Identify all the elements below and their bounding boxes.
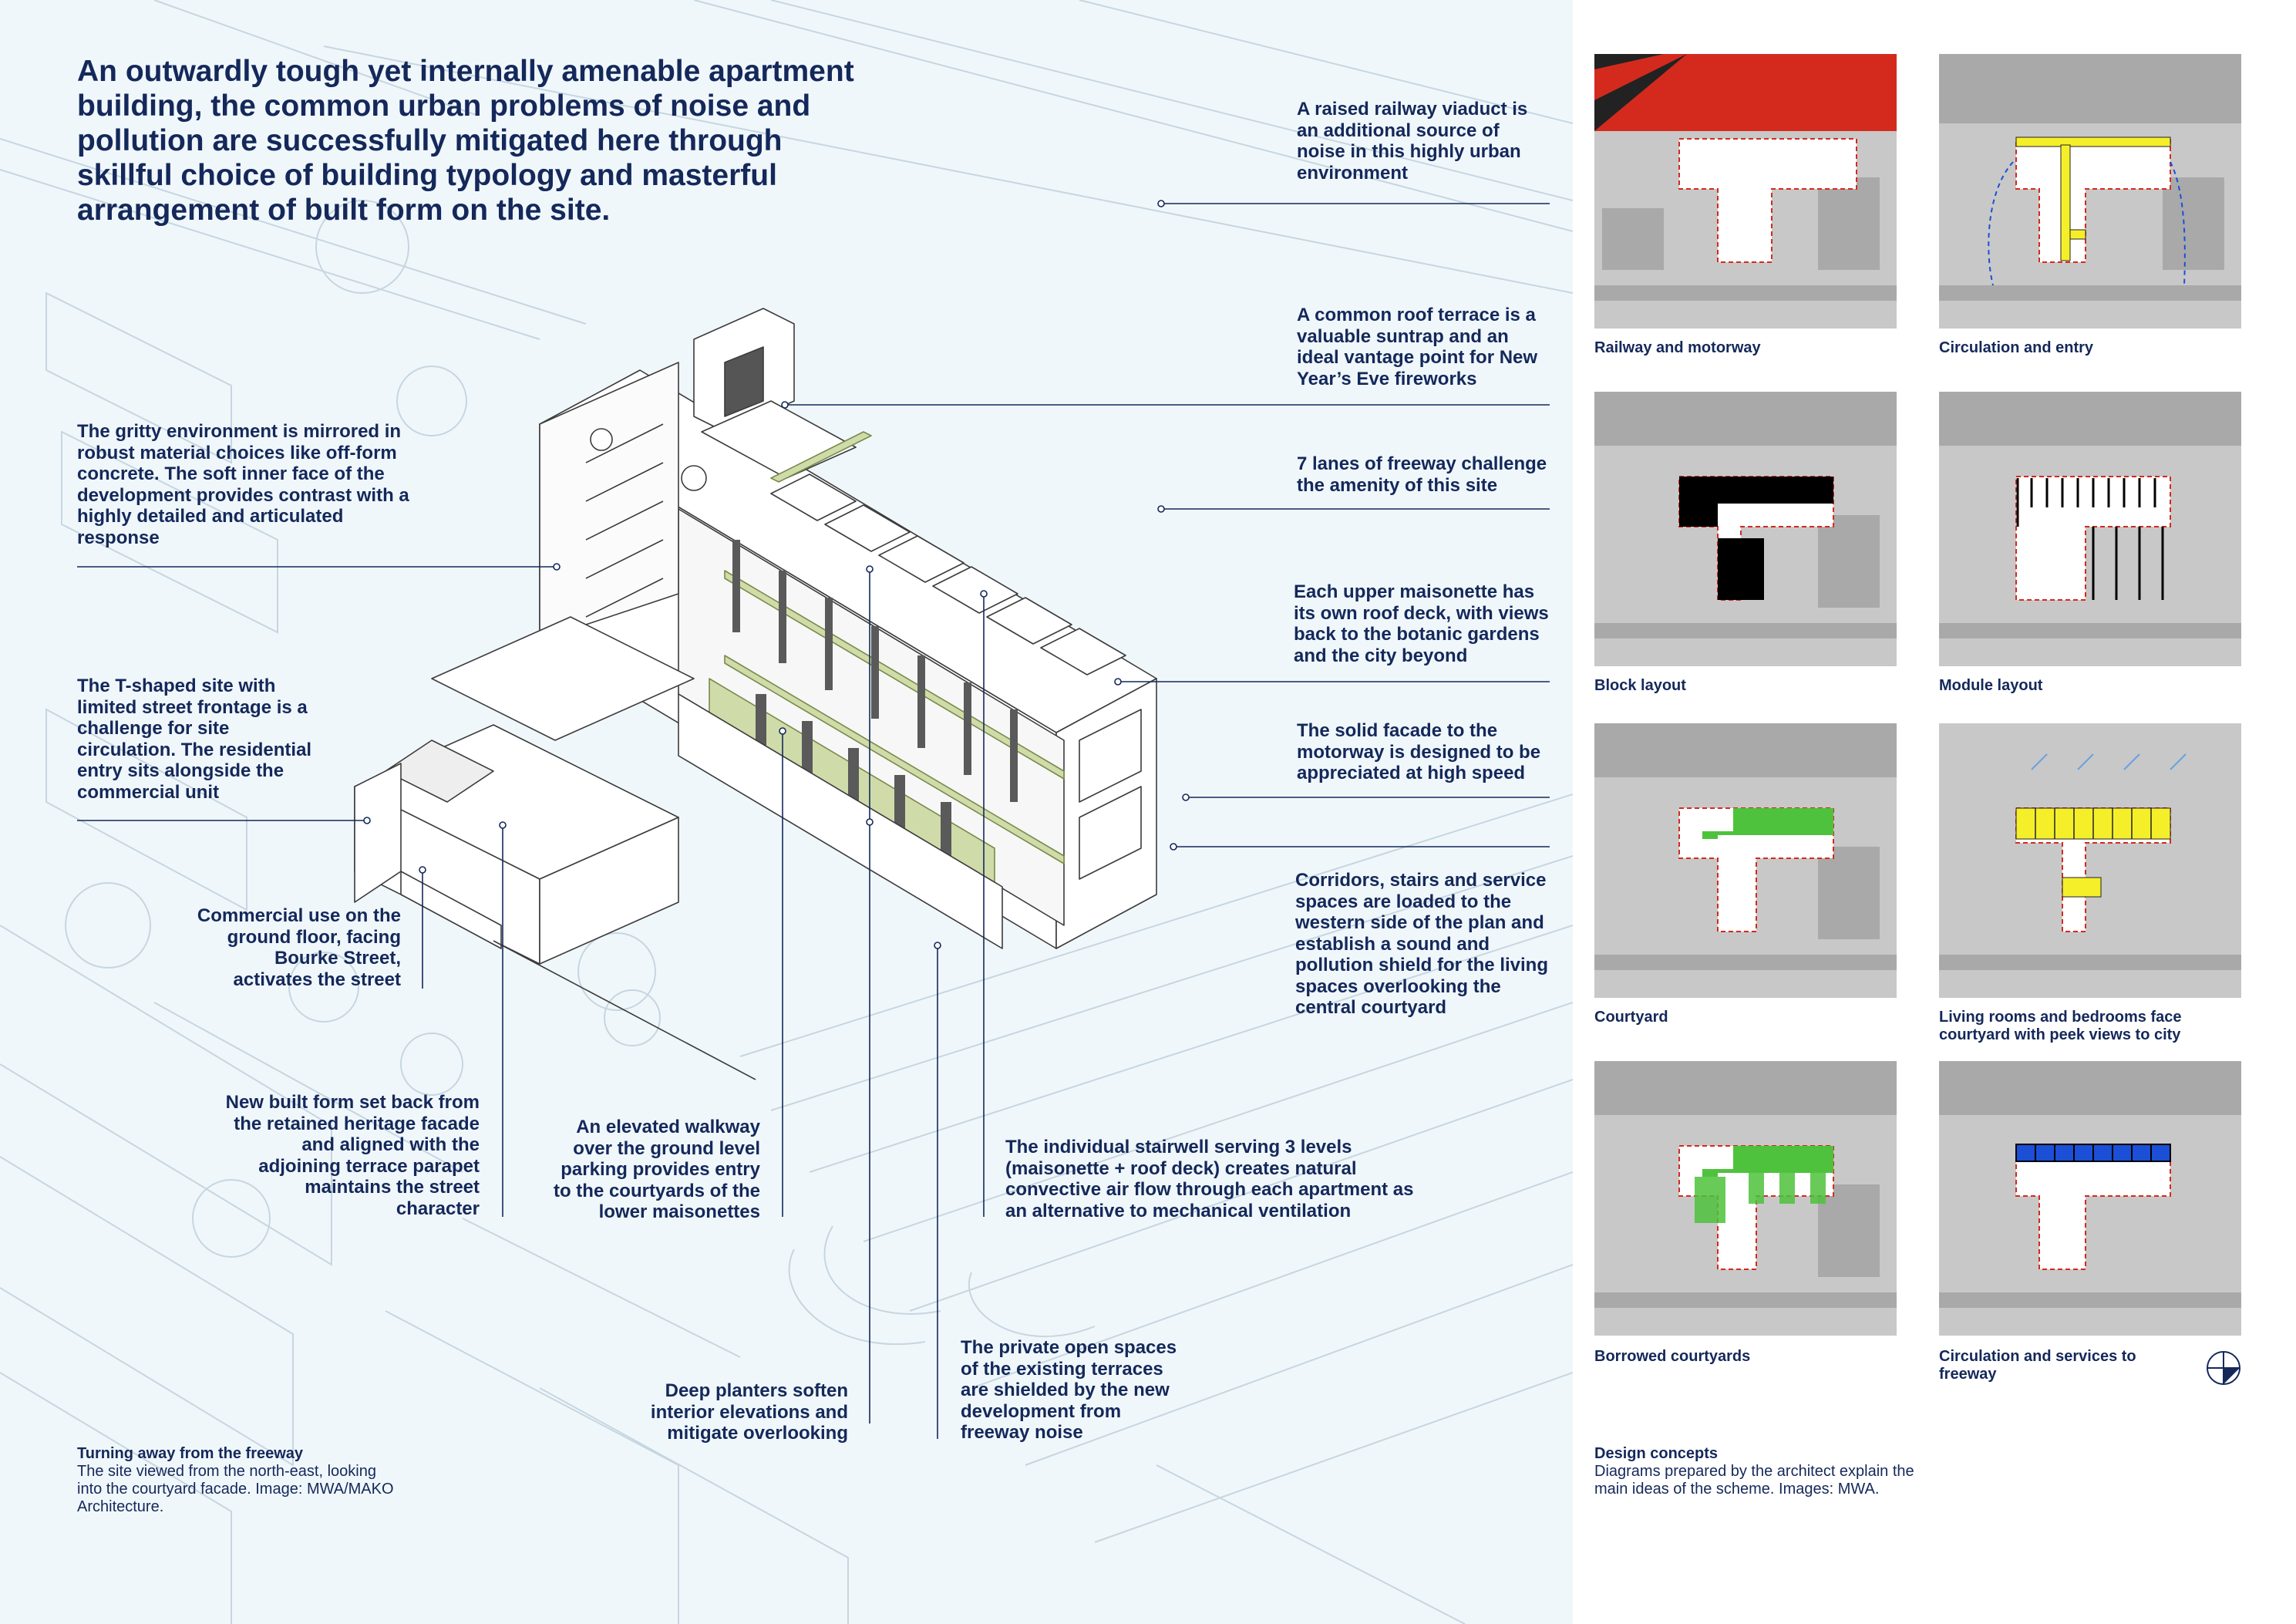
diagram-label-8: Circulation and services to freeway	[1939, 1348, 2136, 1383]
caption-left-title: Turning away from the freeway	[77, 1445, 304, 1462]
callout-private-open: The private open spaces of the existing terraces are shielded by the new development from freeway noise	[961, 1337, 1177, 1443]
diagram-block-layout	[1594, 392, 1897, 666]
headline: An outwardly tough yet internally amenable apartment building, the common urban problems of noise and pollution are successfully mitigated here through skillful choice of building typology and masterful arrangement of built form on the site.	[77, 55, 854, 227]
diagram-living-rooms	[1939, 723, 2241, 998]
diagram-label-7: Borrowed courtyards	[1594, 1348, 1751, 1365]
callout-new-built: New built form set back from the retained heritage facade and aligned with the adjoining terrace parapet maintains the street character	[225, 1092, 480, 1219]
caption-right-body: Diagrams prepared by the architect explain the main ideas of the scheme. Images: MWA.	[1594, 1463, 1914, 1498]
callout-commercial: Commercial use on the ground floor, facing Bourke Street, activates the street	[197, 905, 401, 990]
diagram-module-layout	[1939, 392, 2241, 666]
callout-stairwell: The individual stairwell serving 3 levels (maisonette + roof deck) creates natural convective air flow through each apartment as an alternative to mechanical ventilation	[1005, 1137, 1414, 1221]
diagram-borrowed-courtyards	[1594, 1061, 1897, 1336]
diagram-label-1: Railway and motorway	[1594, 339, 1761, 356]
callout-gritty: The gritty environment is mirrored in robust material choices like off-form concrete. The soft inner face of the development provides contrast with a highly detailed and articulated response	[77, 421, 409, 548]
caption-left-body: The site viewed from the north-east, looking into the courtyard facade. Image: MWA/MAKO Architecture.	[77, 1463, 394, 1515]
north-arrow-icon	[2205, 1349, 2242, 1386]
diagram-label-6: Living rooms and bedrooms face courtyard with peek views to city	[1939, 1009, 2182, 1043]
callout-walkway: An elevated walkway over the ground level parking provides entry to the courtyards of the lower maisonettes	[553, 1117, 760, 1222]
diagram-railway-and-motorway	[1594, 54, 1897, 329]
caption-right	[1594, 1445, 1918, 1498]
callout-roof-terrace: A common roof terrace is a valuable suntrap and an ideal vantage point for New Year’s Eve fireworks	[1297, 305, 1538, 389]
diagram-circulation-and-services	[1939, 1061, 2241, 1336]
diagram-label-2: Circulation and entry	[1939, 339, 2094, 356]
diagram-circulation-and-entry	[1939, 54, 2241, 329]
callout-planters: Deep planters soften interior elevations and mitigate overlooking	[650, 1380, 848, 1444]
callout-freeway: 7 lanes of freeway challenge the amenity of this site	[1297, 453, 1547, 496]
caption-right-title: Design concepts	[1594, 1445, 1719, 1462]
callout-t-shaped: The T-shaped site with limited street frontage is a challenge for site circulation. The residential entry sits alongside the commercial unit	[77, 676, 312, 803]
diagram-label-5: Courtyard	[1594, 1009, 1668, 1026]
callout-corridors: Corridors, stairs and service spaces are loaded to the western side of the plan and establish a sound and pollution shield for the living spaces overlooking the central courtyard	[1295, 870, 1548, 1018]
diagram-courtyard	[1594, 723, 1897, 998]
callout-maisonette: Each upper maisonette has its own roof deck, with views back to the botanic gardens and the city beyond	[1294, 581, 1549, 666]
caption-left	[77, 1445, 401, 1516]
callout-solid-facade: The solid facade to the motorway is designed to be appreciated at high speed	[1297, 720, 1541, 783]
callout-railway: A raised railway viaduct is an additional source of noise in this highly urban environment	[1297, 99, 1528, 184]
diagram-label-4: Module layout	[1939, 677, 2043, 694]
diagram-label-3: Block layout	[1594, 677, 1686, 694]
